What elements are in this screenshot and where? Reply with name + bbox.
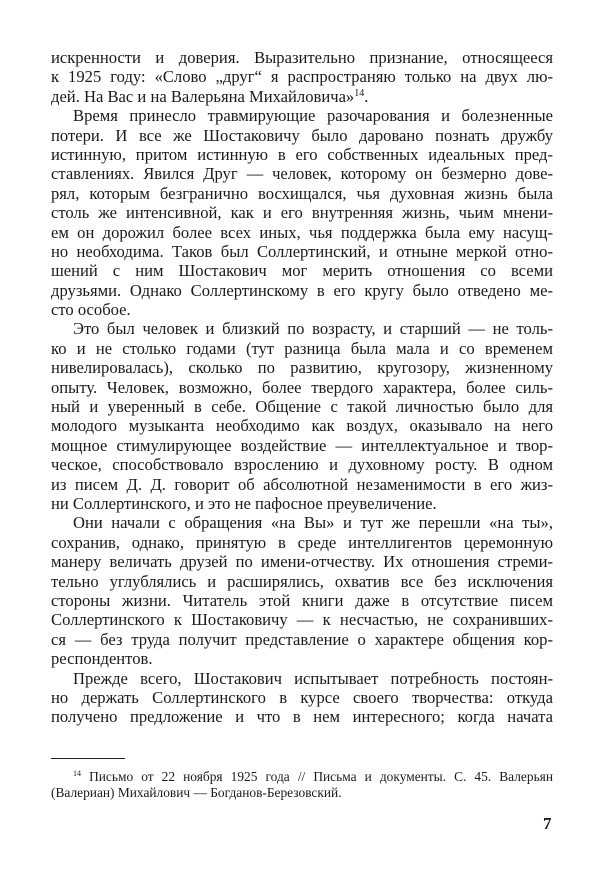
footnote-line: (Валериан) Михайлович — Богданов-Березовский. — [51, 784, 342, 800]
text-line: шений с ним Шостакович мог мерить отношения со всеми — [51, 261, 553, 281]
text-line: тельно углублялись и расширялись, охватив все без исключения — [51, 571, 553, 591]
text-line: но необходима. Таков был Соллертинский, и отныне меркой отно- — [51, 241, 553, 261]
text-line: сто особое. — [51, 300, 131, 320]
text-line: к 1925 году: «Слово „друг“ я распространяю только на двух лю- — [51, 67, 553, 87]
text-line: ся — без труда получит представление о характере общения кор- — [51, 629, 553, 649]
text-line: Соллертинского к Шостаковичу — к несчастью, не сохранивших- — [51, 610, 553, 630]
text-line: ни Соллертинского, и это не пафосное преувеличение. — [51, 493, 437, 513]
text-line: манеру величать друзей по имени-отчеству. Их отношения стреми- — [51, 552, 553, 572]
text-line: стороны жизни. Читатель этой книги даже в отсутствие писем — [51, 590, 553, 610]
text-line: потери. И все же Шостаковичу было даровано познать дружбу — [51, 125, 553, 145]
text-line: ко и не столько годами (тут разница была мала и со временем — [51, 338, 553, 358]
text-line: Прежде всего, Шостакович испытывает потребность постоян- — [73, 668, 553, 688]
text-line: получено предложение и что в нем интересного; когда начата — [51, 707, 553, 727]
footnote-line: $^{14}$ Письмо от 22 ноября 1925 года // Письма и документы. С. 45. Валерьян — [73, 769, 553, 784]
text-line: ческое, способствовало взрослению и духовному росту. В одном — [51, 455, 553, 475]
text-line: нивелировалась), сколько по развитию, кругозору, жизненному — [51, 358, 553, 378]
text-line: ем он дорожил более всех иных, чья поддержка была ему насущ- — [51, 222, 553, 242]
text-line: искренности и доверия. Выразительно признание, относящееся — [51, 48, 553, 67]
text-line: столь же интенсивной, как и его внутренняя жизнь, чьим мнени- — [51, 203, 553, 223]
text-line: из писем Д. Д. говорит об абсолютной незаменимости в его жиз- — [51, 474, 553, 494]
text-line: респондентов. — [51, 649, 153, 669]
footnote-number: 14 — [73, 769, 81, 778]
text-line: рял, которым безгранично восхищался, чья духовная жизнь была — [51, 183, 553, 203]
text-line: дей. На Вас и на Валерьяна Михайловича»$^{14}$. — [51, 86, 369, 106]
text-line: но держать Соллертинского в курсе своего творчества: откуда — [51, 687, 553, 707]
footnote-reference[interactable]: 14 — [354, 87, 365, 99]
footnote — [51, 769, 553, 800]
body-text — [51, 48, 553, 727]
text-line: молодого музыканта необходимо как воздух, оказывало на него — [51, 416, 553, 436]
text-line: мощное стимулирующее воздействие — интеллектуальное и твор- — [51, 435, 553, 455]
page-number: 7 — [543, 814, 552, 833]
text-line: ставлениях. Явился Друг — человек, которому он безмерно дове- — [51, 164, 553, 184]
text-line: Время принесло травмирующие разочарования и болезненные — [73, 106, 553, 126]
text-line: истинную, притом истинную в его собственных идеальных пред- — [51, 144, 553, 164]
text-line: Они начали с обращения «на Вы» и тут же перешли «на ты», — [73, 513, 553, 533]
text-line: Это был человек и близкий по возрасту, и старший — не толь- — [73, 319, 553, 339]
footnote-divider — [51, 758, 125, 759]
text-line: друзьями. Однако Соллертинскому в его кругу было отведено ме- — [51, 280, 553, 300]
text-line: сохранив, однако, принятую в среде интеллигентов церемонную — [51, 532, 553, 552]
text-line: ный и уверенный в себе. Общение с такой личностью было для — [51, 397, 553, 417]
text-line: опыту. Человек, возможно, более твердого характера, более силь- — [51, 377, 553, 397]
